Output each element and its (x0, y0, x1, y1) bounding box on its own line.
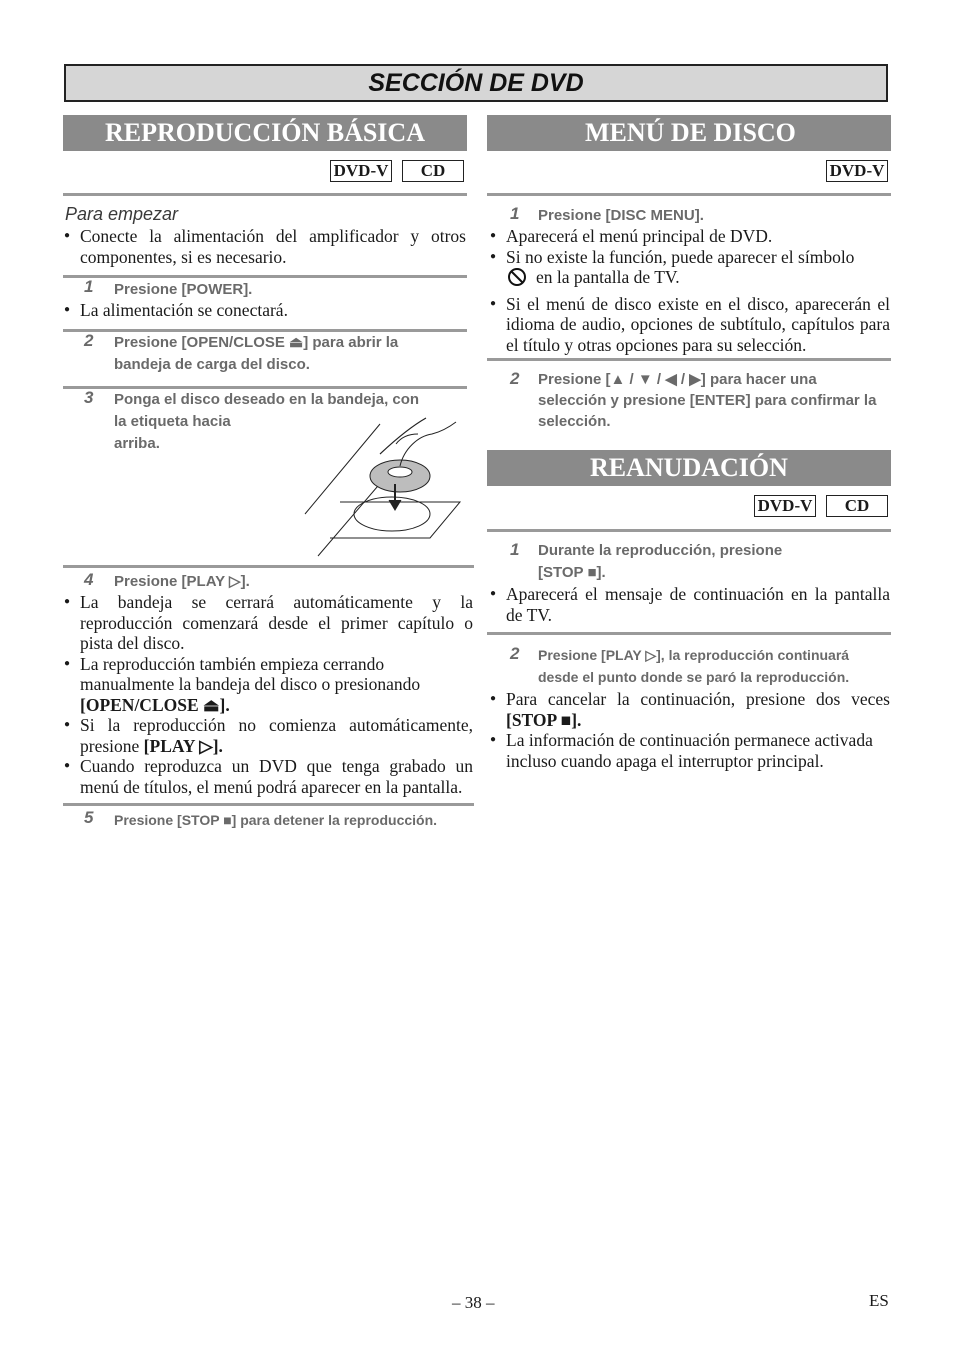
step-number: 2 (84, 331, 94, 350)
badge-cd: CD (402, 160, 464, 182)
key-label: [STOP ■]. (506, 709, 582, 730)
badge-cd: CD (826, 495, 888, 517)
divider (63, 193, 467, 196)
step-5-text: Presione [STOP ■] para detener la reproducción. (114, 812, 438, 828)
bullet-text: ● La información de continuación permanece activada incluso cuando apaga el interruptor principal. (490, 730, 890, 771)
step-1-text: Presione [POWER]. (114, 281, 253, 298)
divider (487, 193, 891, 196)
step-3-line: la etiqueta hacia (114, 413, 231, 430)
badge-dvd-v: DVD-V (330, 160, 392, 182)
resume-step-1-bullets (490, 584, 890, 625)
divider (63, 803, 474, 806)
bullet-text-part: La reproducción también empieza cerrando manualmente la bandeja del disco o presionando (80, 653, 421, 694)
step-number: 2 (510, 369, 520, 388)
language-code: ES (869, 1291, 889, 1310)
menu-step-1-bullets (490, 226, 890, 355)
bullet-text: ● Si el menú de disco existe en el disco, aparecerán el idioma de audio, opciones de subtítulo, capítulos para el título y otras opciones para su selección. (490, 294, 890, 356)
bullet-text: ● Conecte la alimentación del amplificador y otros componentes, si es necesario. (64, 226, 466, 267)
left-section-header (63, 115, 467, 151)
divider (63, 275, 467, 278)
bullet-text-part: en la pantalla de TV. (536, 267, 680, 287)
section-title: SECCIÓN DE DVD (368, 68, 584, 97)
page-number: – 38 – (452, 1293, 495, 1312)
key-label: [OPEN/CLOSE ⏏]. (80, 694, 230, 715)
section-banner (64, 64, 888, 102)
resume-section-header (487, 450, 891, 486)
bullet-text: ● La alimentación se conectará. (64, 300, 466, 321)
bullet-text: ● Si no existe la función, puede aparecer el símbolo (490, 247, 890, 268)
bullet-text (64, 715, 473, 756)
divider (487, 358, 891, 361)
step-line: Durante la reproducción, presione (538, 542, 783, 559)
divider (63, 565, 474, 568)
right-section-header (487, 115, 891, 151)
divider (487, 529, 891, 532)
bullet-text: ● Aparecerá el mensaje de continuación en la pantalla de TV. (490, 584, 890, 625)
key-label: [PLAY ▷]. (143, 735, 223, 756)
step-number: 2 (510, 644, 520, 663)
bullet-text: ● Cuando reproduzca un DVD que tenga grabado un menú de títulos, el menú podrá aparecer en la pantalla. (64, 756, 473, 797)
bullet-text: ● Aparecerá el menú principal de DVD. (490, 226, 890, 247)
resume-step-1-text (538, 540, 878, 584)
step-number: 1 (510, 204, 520, 223)
bullet-text: ● La bandeja se cerrará automáticamente y la reproducción comenzará desde el primer capítulo o pista del disco. (64, 592, 473, 654)
bullet-text-part: Para cancelar la continuación, presione dos veces (506, 689, 890, 709)
step-number: 4 (84, 570, 94, 589)
bullet-text (490, 689, 890, 730)
step-2-text: Presione [OPEN/CLOSE ⏏] para abrir la bandeja de carga del disco. (114, 334, 399, 373)
badge-dvd-v: DVD-V (754, 495, 816, 517)
badge-dvd-v: DVD-V (826, 160, 888, 182)
step-number: 5 (84, 808, 94, 827)
left-header-text: REPRODUCCIÓN BÁSICA (105, 118, 425, 147)
step-4-text: Presione [PLAY ▷]. (114, 573, 250, 590)
menu-step-1-text: Presione [DISC MENU]. (538, 207, 704, 224)
step-line: [STOP ■]. (538, 564, 606, 581)
step-1-bullet (64, 300, 466, 321)
step-number: 3 (84, 388, 94, 407)
bullet-text (64, 654, 473, 716)
intro-label: Para empezar (65, 204, 179, 224)
prohibited-icon (506, 267, 528, 287)
step-3-line: arriba. (114, 435, 160, 452)
resume-step-2-bullets (490, 689, 890, 771)
step-number: 1 (84, 277, 94, 296)
step-3-line: Ponga el disco deseado en la bandeja, con (114, 391, 420, 408)
right-header-text: MENÚ DE DISCO (585, 118, 796, 147)
divider (487, 632, 891, 635)
intro-bullet (64, 226, 466, 267)
bullet-text-part: Si la reproducción no comienza automáticamente, presione (80, 715, 473, 756)
disc-tray-illustration (300, 414, 470, 560)
step-number: 1 (510, 540, 520, 559)
bullet-continuation (490, 267, 890, 288)
resume-header-text: REANUDACIÓN (590, 453, 788, 482)
step-4-bullets (64, 592, 473, 797)
resume-step-2-text: Presione [PLAY ▷], la reproducción continuará desde el punto donde se paró la reproducción. (538, 647, 850, 685)
menu-step-2-text: Presione [▲ / ▼ / ◀ / ▶] para hacer una selección y presione [ENTER] para confirmar la selección. (538, 371, 877, 430)
